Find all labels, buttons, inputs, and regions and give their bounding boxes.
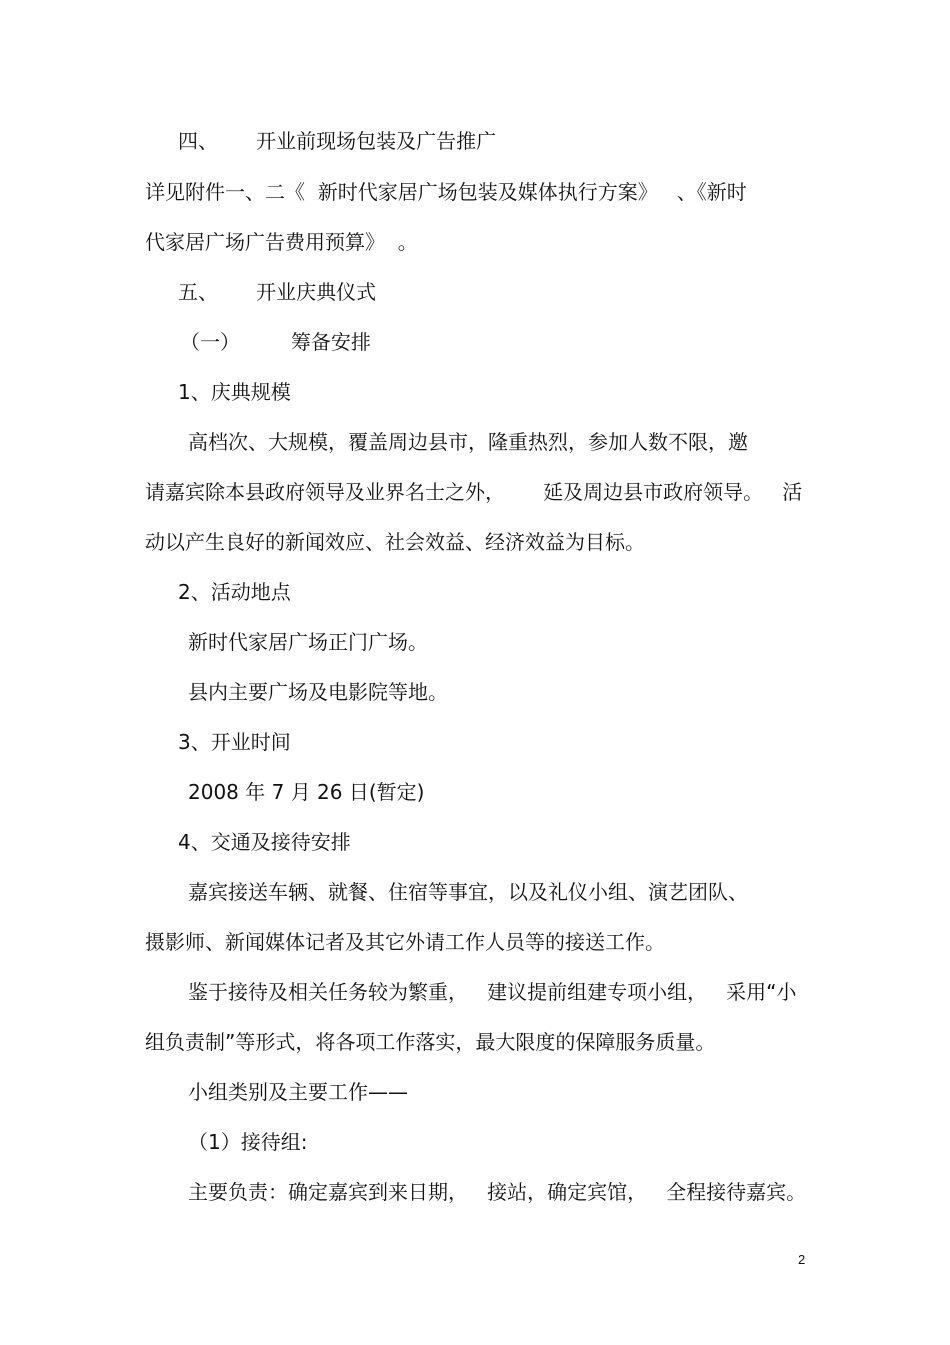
paragraph-line: 县内主要广场及电影院等地。 bbox=[188, 680, 448, 704]
item-heading-opening-time: 3、开业时间 bbox=[178, 730, 291, 754]
paragraph-line: 请嘉宾除本县政府领导及业界名士之外， 延及周边县市政府领导。 活 bbox=[145, 480, 803, 504]
paragraph-line: 组负责制”等形式，将各项工作落实，最大限度的保障服务质量。 bbox=[145, 1030, 716, 1054]
paragraph-line: 高档次、大规模，覆盖周边县市，隆重热烈，参加人数不限，邀 bbox=[188, 430, 748, 454]
paragraph-line: 2008 年 7 月 26 日(暂定) bbox=[188, 780, 425, 804]
paragraph-line: 动以产生良好的新闻效应、社会效益、经济效益为目标。 bbox=[145, 530, 645, 554]
paragraph-line: 代家居广场广告费用预算》 。 bbox=[145, 230, 418, 254]
paragraph-line: 详见附件一、二《 新时代家居广场包装及媒体执行方案》 、《新时 bbox=[145, 180, 747, 204]
paragraph-line: 小组类别及主要工作—— bbox=[188, 1080, 408, 1104]
paragraph-line: 鉴于接待及相关任务较为繁重， 建议提前组建专项小组， 采用“小 bbox=[188, 980, 797, 1004]
paragraph-line: 嘉宾接送车辆、就餐、住宿等事宜，以及礼仪小组、演艺团队、 bbox=[188, 880, 748, 904]
page-number: 2 bbox=[798, 1252, 806, 1267]
item-heading-scale: 1、庆典规模 bbox=[178, 380, 291, 404]
paragraph-line: 摄影师、新闻媒体记者及其它外请工作人员等的接送工作。 bbox=[145, 930, 665, 954]
heading-section-5: 五、 开业庆典仪式 bbox=[178, 280, 377, 304]
paragraph-line: 主要负责：确定嘉宾到来日期， 接站，确定宾馆， 全程接待嘉宾。 bbox=[188, 1180, 807, 1204]
heading-section-4: 四、 开业前现场包装及广告推广 bbox=[178, 129, 497, 153]
item-heading-venue: 2、活动地点 bbox=[178, 580, 291, 604]
subitem-heading-reception: （1）接待组: bbox=[188, 1130, 308, 1154]
subheading-preparation: （一） 筹备安排 bbox=[180, 330, 371, 354]
paragraph-line: 新时代家居广场正门广场。 bbox=[188, 630, 428, 654]
item-heading-transport: 4、交通及接待安排 bbox=[178, 830, 351, 854]
